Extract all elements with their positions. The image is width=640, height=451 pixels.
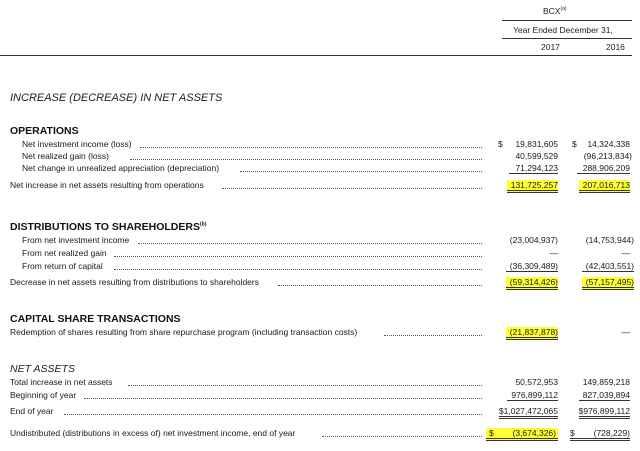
fund-name-text: BCX: [543, 6, 561, 16]
value-2017: 976,899,112: [507, 390, 558, 401]
value-2017: $1,027,472,065: [499, 406, 558, 419]
leader-dots: [64, 414, 482, 415]
value-2017: (59,314,426): [506, 277, 558, 290]
leader-dots: [84, 398, 482, 399]
value-2016: —: [621, 327, 630, 337]
leader-dots: [222, 188, 482, 189]
period-label: Year Ended December 31,: [513, 25, 613, 35]
value-2016: 207,016,713: [579, 180, 630, 193]
net-assets-heading: NET ASSETS: [10, 363, 75, 375]
column-2017: 2017: [541, 42, 560, 52]
value-2017: 40,599,529: [515, 151, 558, 161]
dollar-sign: $: [570, 428, 575, 438]
table-row: [0, 261, 640, 273]
value-2016: $976,899,112: [579, 406, 630, 419]
value-2017: (36,309,489): [506, 261, 558, 272]
row-label: Undistributed (distributions in excess of) net investment income, end of year: [10, 428, 296, 438]
column-2016: 2016: [606, 42, 625, 52]
value-2016: (14,753,944): [585, 235, 634, 245]
leader-dots: [278, 285, 482, 286]
table-row: [0, 390, 640, 402]
table-row: [0, 139, 640, 151]
value-2016: 288,906,209: [577, 163, 630, 174]
value-2017: 50,572,953: [515, 377, 558, 387]
leader-dots: [138, 243, 482, 244]
fund-footnote: (a): [560, 6, 567, 13]
table-row: [0, 377, 640, 389]
row-label: Decrease in net assets resulting from distributions to shareholders: [10, 277, 259, 287]
dollar-sign: $: [572, 139, 577, 149]
value-2017: —: [549, 248, 558, 258]
table-row: [0, 235, 640, 247]
leader-dots: [240, 171, 482, 172]
row-label: Net realized gain (loss): [22, 151, 109, 161]
row-label: Beginning of year: [10, 390, 77, 400]
table-row: [0, 327, 640, 339]
value-2017: (3,674,326): [512, 428, 556, 438]
value-2017: (23,004,937): [509, 235, 558, 245]
leader-dots: [140, 147, 482, 148]
capital-heading: CAPITAL SHARE TRANSACTIONS: [10, 313, 181, 325]
value-2016: —: [621, 248, 630, 258]
table-row-total: [0, 180, 640, 192]
header-rule-mid: [502, 38, 632, 39]
row-label: Net investment income (loss): [22, 139, 132, 149]
dollar-sign: $: [498, 139, 503, 149]
value-2016: (96,213,834): [583, 151, 632, 161]
leader-dots: [128, 385, 482, 386]
value-2016: 149,859,218: [582, 377, 630, 387]
leader-dots: [384, 335, 482, 336]
value-2016: (42,403,551): [582, 261, 634, 272]
row-label: Net change in unrealized appreciation (depreciation): [22, 163, 220, 173]
value-2016: (57,157,495): [582, 277, 634, 290]
value-2016: 827,039,894: [579, 390, 630, 401]
row-label: Redemption of shares resulting from share repurchase program (including transaction costs): [10, 327, 358, 337]
value-2017: 131,725,257: [507, 180, 558, 193]
dollar-sign: $: [489, 428, 494, 438]
leader-dots: [130, 159, 482, 160]
distributions-heading: [10, 221, 206, 233]
leader-dots: [322, 436, 482, 437]
table-row: [0, 428, 640, 440]
table-row: [0, 163, 640, 175]
fund-name: [543, 6, 567, 16]
value-2017-cell: [486, 428, 558, 441]
row-label: From net investment income: [22, 235, 130, 245]
row-label: From net realized gain: [22, 248, 107, 258]
row-label: Total increase in net assets: [10, 377, 113, 387]
table-row: [0, 406, 640, 418]
table-row: [0, 151, 640, 163]
distributions-heading-text: DISTRIBUTIONS TO SHAREHOLDERS: [10, 221, 200, 233]
value-2017: 71,294,123: [509, 163, 558, 174]
leader-dots: [114, 269, 482, 270]
table-row: [0, 248, 640, 260]
value-2017: 19,831,605: [515, 139, 558, 149]
value-2017: (21,837,878): [506, 327, 558, 340]
operations-heading: OPERATIONS: [10, 125, 79, 137]
distributions-footnote: (b): [199, 221, 207, 228]
value-2016: (728,229): [593, 428, 630, 438]
table-row-total: [0, 277, 640, 289]
header-rule-top: [502, 20, 632, 21]
value-2016: 14,324,338: [587, 139, 630, 149]
statement-title: INCREASE (DECREASE) IN NET ASSETS: [10, 92, 223, 104]
header-rule-bottom: [0, 55, 632, 56]
leader-dots: [114, 256, 482, 257]
row-label: From return of capital: [22, 261, 103, 271]
row-label: Net increase in net assets resulting from operations: [10, 180, 204, 190]
value-2016-cell: [570, 428, 630, 441]
row-label: End of year: [10, 406, 54, 416]
